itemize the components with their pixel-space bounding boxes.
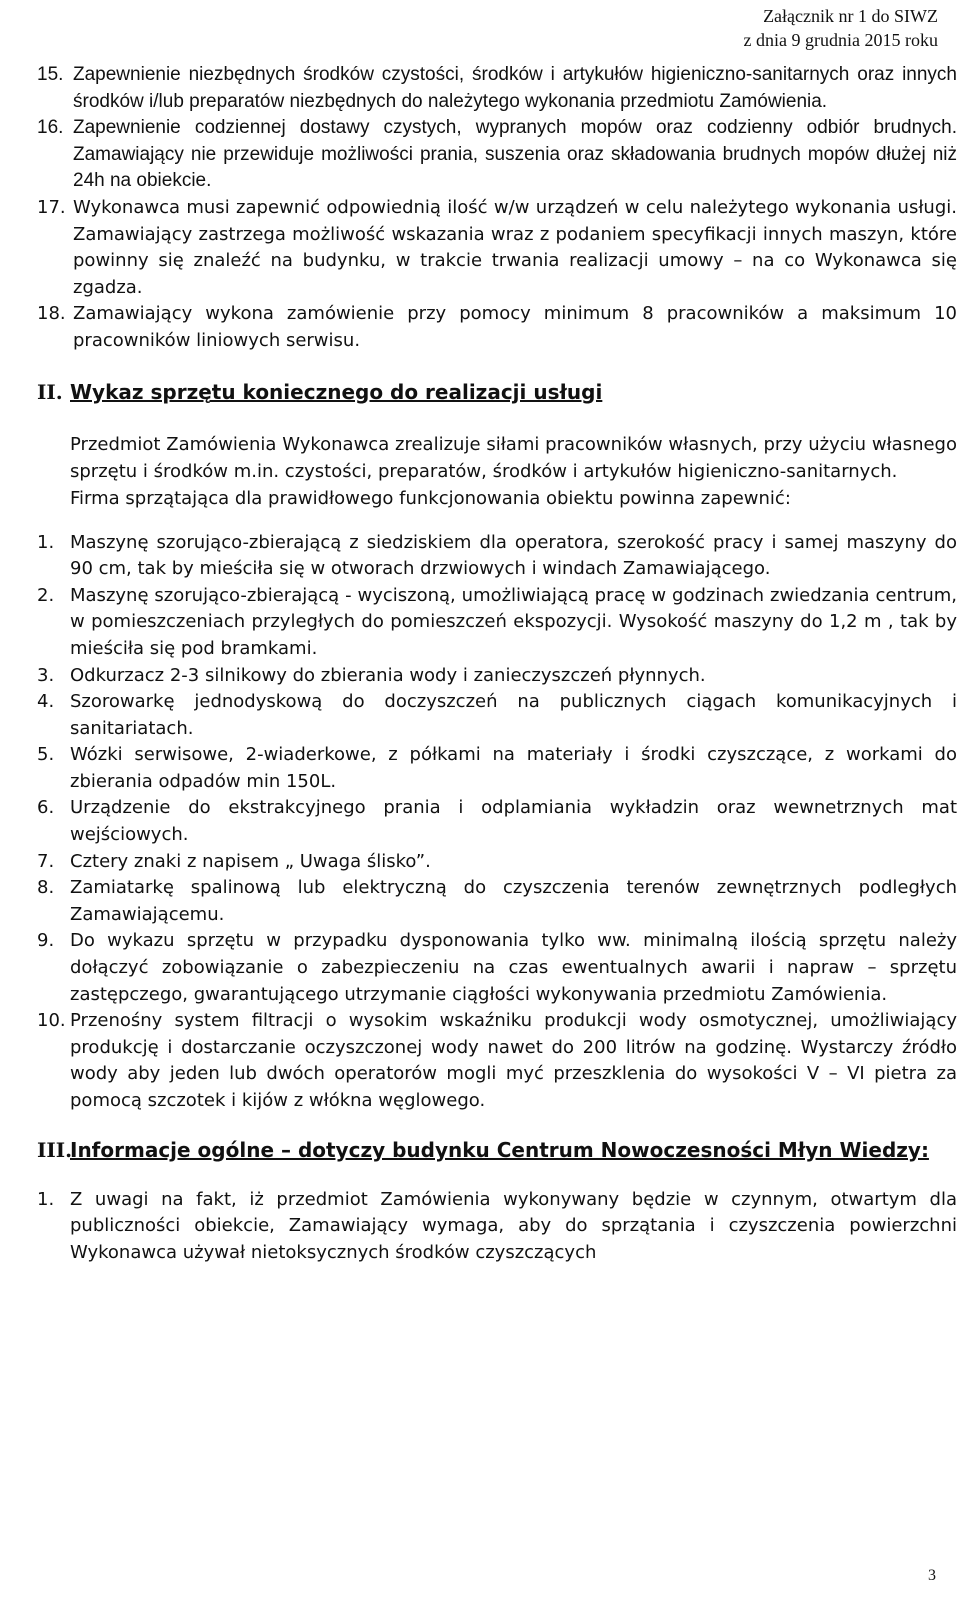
item-text: Zapewnienie niezbędnych środków czystości, środków i artykułów higieniczno-sanitarnych oraz innych środków i/lub preparatów niezbędnych do należytego wykonania przedmiotu Zamówienia. <box>73 64 957 112</box>
list-item <box>37 663 957 690</box>
header-line-2: z dnia 9 grudnia 2015 roku <box>743 30 938 50</box>
item-number: 2. <box>37 584 55 606</box>
item-number: 9. <box>37 930 55 952</box>
section-2-paragraph: Przedmiot Zamówienia Wykonawca zrealizuje siłami pracowników własnych, przy użyciu własnego sprzętu i środków m.in. czystości, preparatów, środków i artykułów higieniczno-sanitarnych. <box>70 433 957 482</box>
list-item <box>37 583 957 663</box>
item-text: Zamiatarkę spalinową lub elektryczną do czyszczenia terenów zewnętrznych podległych Zamawiającemu. <box>70 877 957 925</box>
item-text: Urządzenie do ekstrakcyjnego prania i odplamiania wykładzin oraz wewnetrznych mat wejściowych. <box>70 797 957 846</box>
list-item <box>37 1187 957 1267</box>
section-title: Wykaz sprzętu koniecznego do realizacji usługi <box>70 379 603 404</box>
list-item-17 <box>37 195 957 301</box>
list-item <box>37 1008 957 1114</box>
item-text: Wykonawca musi zapewnić odpowiednią ilość w/w urządzeń w celu należytego wykonania usługi. Zamawiający zastrzega możliwość wskazania wraz z podaniem specyfikacji innych maszyn, które powinny się znaleźć na budynku, w trakcie trwania realizacji umowy – na co Wykonawca się zgadza. <box>73 196 957 298</box>
item-number: 5. <box>37 744 55 766</box>
list-item <box>37 530 957 583</box>
equipment-list <box>37 530 957 1115</box>
item-text: Zapewnienie codziennej dostawy czystych, wypranych mopów oraz codzienny odbiór brudnych. Zamawiający nie przewiduje możliwości prania, suszenia oraz składowania brudnych mopów dłużej niż 24h na obiekcie. <box>73 117 957 192</box>
item-text: Maszynę szorująco-zbierającą z siedziskiem dla operatora, szerokość pracy i samej maszyny do 90 cm, tak by mieściła się w otworach drzwiowych i windach Zamawiającego. <box>70 531 957 580</box>
item-text: Z uwagi na fakt, iż przedmiot Zamówienia wykonywany będzie w czynnym, otwartym dla publiczności obiekcie, Zamawiający wymaga, aby do sprzątania i czyszczenia powierzchni Wykonawca używał nietoksycznych środków czyszczących <box>70 1188 957 1263</box>
section-title: Informacje ogólne – dotyczy budynku Centrum Nowoczesności Młyn Wiedzy: <box>70 1137 929 1162</box>
item-text: Do wykazu sprzętu w przypadku dysponowania tylko ww. minimalną ilością sprzętu należy dołączyć zobowiązanie o zabezpieczeniu na czas ewentualnych awarii i napraw – sprzętu zastępczego, gwarantującego utrzymanie ciągłości wykonywania przedmiotu Zamówienia. <box>70 930 957 1005</box>
item-text: Cztery znaki z napisem „ Uwaga ślisko”. <box>70 850 431 872</box>
item-number: 7. <box>37 850 55 872</box>
item-number: 8. <box>37 877 55 899</box>
item-number: 3. <box>37 664 55 686</box>
top-list <box>37 62 957 355</box>
item-text: Przenośny system filtracji o wysokim wskaźniku produkcji wody osmotycznej, umożliwiający produkcję i dostarczanie oczyszczonej wody nawet do 200 litrów na godzinę. Wystarczy źródło wody aby jeden lub dwóch operatorów mogli myć przeszklenia do wysokości V – VI pietra za pomocą szczotek i kijów z włókna węglowego. <box>70 1010 957 1111</box>
item-number: 15. <box>37 64 64 85</box>
section-2-paragraph-2: Firma sprzątająca dla prawidłowego funkcjonowania obiektu powinna zapewnić: <box>70 487 791 509</box>
document-body <box>37 62 957 1266</box>
item-number: 1. <box>37 531 55 553</box>
section-number: III. <box>37 1137 73 1162</box>
list-item-16 <box>37 115 957 195</box>
item-text: Wózki serwisowe, 2-wiaderkowe, z półkami na materiały i środki czyszczące, z workami do zbierania odpadów min 150L. <box>70 744 957 792</box>
list-item <box>37 928 957 1008</box>
item-number: 17. <box>37 196 66 218</box>
list-item <box>37 875 957 928</box>
list-item <box>37 689 957 742</box>
item-number: 10. <box>37 1010 66 1032</box>
item-text: Maszynę szorująco-zbierającą - wyciszoną, umożliwiającą pracę w godzinach zwiedzania centrum, w pomieszczeniach przyległych do pomieszczeń ekspozycji. Wysokość maszyny do 1,2 m , tak by mieściła się pod bramkami. <box>70 584 957 659</box>
item-text: Szorowarkę jednodyskową do doczyszczeń na publicznych ciągach komunikacyjnych i sanitariatach. <box>70 691 957 739</box>
header-line-1: Załącznik nr 1 do SIWZ <box>763 6 938 26</box>
item-text: Zamawiający wykona zamówienie przy pomocy minimum 8 pracowników a maksimum 10 pracowników liniowych serwisu. <box>73 303 957 351</box>
item-number: 16. <box>37 117 64 139</box>
item-number: 4. <box>37 691 55 713</box>
list-item-18 <box>37 301 957 354</box>
list-item <box>37 849 957 876</box>
item-number: 1. <box>37 1188 55 1210</box>
page-number: 3 <box>928 1567 936 1584</box>
item-text: Odkurzacz 2-3 silnikowy do zbierania wody i zanieczyszczeń płynnych. <box>70 664 706 686</box>
list-item <box>37 742 957 795</box>
item-number: 6. <box>37 797 55 819</box>
section-3-heading <box>37 1137 957 1163</box>
general-info-list <box>37 1187 957 1267</box>
list-item-15 <box>37 62 957 115</box>
list-item <box>37 795 957 848</box>
section-2-heading <box>37 379 957 405</box>
item-number: 18. <box>37 303 66 325</box>
page-header <box>744 4 938 52</box>
section-number: II. <box>37 379 63 404</box>
